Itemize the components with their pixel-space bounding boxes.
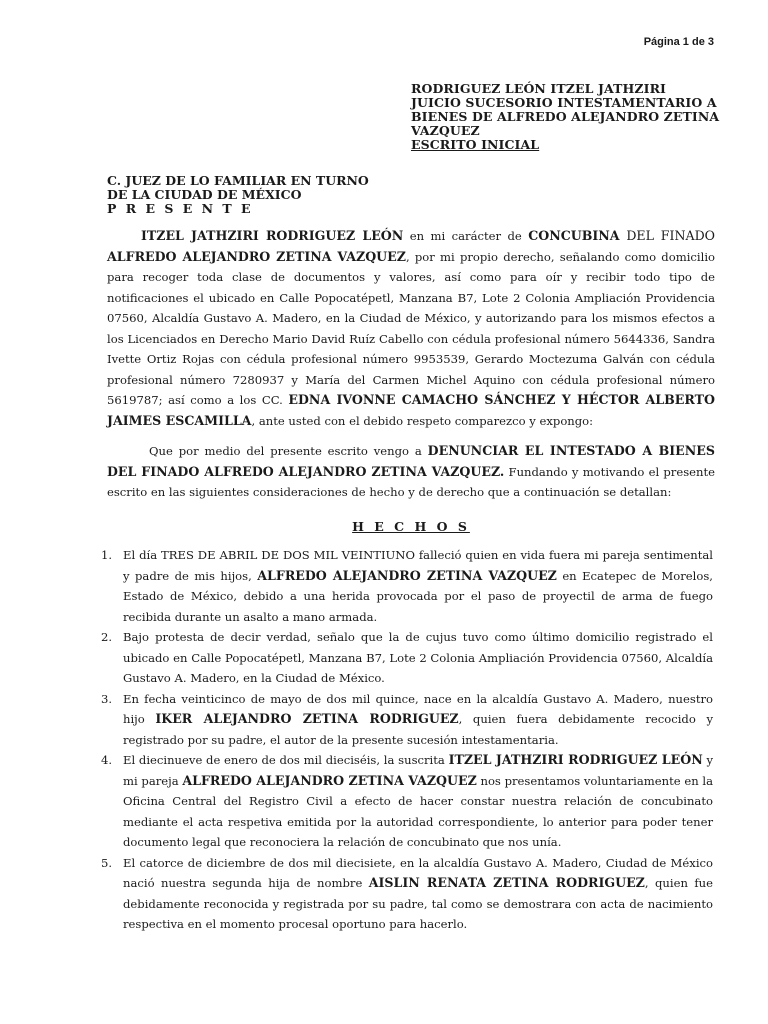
list-item: 3. En fecha veinticinco de mayo de dos mil quince, nace en la alcaldía Gustavo A. Madero, nuestro hijo IKER ALEJANDRO ZETINA RODRIGUEZ, quien fuera debidamente recocido y registrado por su padre, el autor de la presente sucesión intestamentaria. bbox=[101, 691, 713, 747]
header-line: JUICIO SUCESORIO INTESTAMENTARIO A bbox=[411, 95, 717, 110]
list-item: 4. El diecinueve de enero de dos mil dieciséis, la suscrita ITZEL JATHZIRI RODRIGUEZ LEÓN y mi pareja ALFREDO ALEJANDRO ZETINA VAZQUEZ nos presentamos voluntariamente en la Oficina Central del Registro Civil a efecto de hacer constar nuestra relación de concubinato mediante el acta respetiva emitida por la autoridad correspondiente, lo anterior para poder tener documento legal que reconociera la relación de concubinato que nos unía. bbox=[101, 752, 713, 849]
addressee-block bbox=[107, 174, 407, 216]
hechos-heading: H E C H O S bbox=[352, 518, 470, 534]
header-line: RODRIGUEZ LEÓN ITZEL JATHZIRI bbox=[411, 81, 667, 96]
document-body bbox=[101, 226, 716, 935]
list-item: 2. Bajo protesta de decir verdad, señalo que la de cujus tuvo como último domicilio registrado el ubicado en Calle Popocatépetl, Manzana B7, Lote 2 Colonia Ampliación Providencia 07560, Alcaldía Gustavo A. Madero, en la Ciudad de México. bbox=[101, 630, 713, 685]
hechos-list bbox=[101, 545, 713, 935]
header-line: BIENES DE ALFREDO ALEJANDRO ZETINA bbox=[411, 109, 720, 124]
petitioner-role: CONCUBINA bbox=[528, 228, 620, 243]
addressee-presente: P R E S E N T E bbox=[107, 201, 254, 216]
addressee-line: DE LA CIUDAD DE MÉXICO bbox=[107, 187, 302, 202]
denuncia-statement: DENUNCIAR EL INTESTADO A BIENES DEL FINADO ALFREDO ALEJANDRO ZETINA VAZQUEZ. bbox=[107, 443, 715, 479]
case-header bbox=[411, 82, 741, 152]
intro-paragraph: ITZEL JATHZIRI RODRIGUEZ LEÓN en mi carácter de CONCUBINA DEL FINADO ALFREDO ALEJANDRO ZETINA VAZQUEZ, por mi propio derecho, señalando como domicilio para recoger toda clase de documentos y valores, así como para oír y recibir todo tipo de notificaciones el ubicado en Calle Popocatépetl, Manzana B7, Lote 2 Colonia Ampliación Providencia 07560, Alcaldía Gustavo A. Madero, en la Ciudad de México, y autorizando para los mismos efectos a los Licenciados en Derecho Mario David Ruíz Cabello con cédula profesional número 5644336, Sandra Ivette Ortiz Rojas con cédula profesional número 9953539, Gerardo Moctezuma Galván con cédula profesional número 7280937 y María del Carmen Michel Aquino con cédula profesional número 5619787; así como a los CC. EDNA IVONNE CAMACHO SÁNCHEZ Y HÉCTOR ALBERTO JAIMES ESCAMILLA, ante usted con el debido respeto comparezco y expongo: bbox=[107, 228, 716, 428]
addressee-line: C. JUEZ DE LO FAMILIAR EN TURNO bbox=[107, 173, 369, 188]
document-type: ESCRITO INICIAL bbox=[411, 137, 540, 152]
petitioner-name: ITZEL JATHZIRI RODRIGUEZ LEÓN bbox=[141, 228, 404, 243]
header-line: VAZQUEZ bbox=[411, 123, 480, 138]
authorized-persons: EDNA IVONNE CAMACHO SÁNCHEZ Y HÉCTOR ALBERTO JAIMES ESCAMILLA bbox=[107, 392, 715, 428]
page-number: Página 1 de 3 bbox=[643, 36, 714, 48]
list-item: 1. El día TRES DE ABRIL DE DOS MIL VEINTIUNO falleció quien en vida fuera mi pareja sentimental y padre de mis hijos, ALFREDO ALEJANDRO ZETINA VAZQUEZ en Ecatepec de Morelos, Estado de México, debido a una herida provocada por el paso de proyectil de arma de fuego recibida durante un asalto a mano armada. bbox=[101, 548, 713, 624]
list-item: 5. El catorce de diciembre de dos mil diecisiete, en la alcaldía Gustavo A. Madero, Ciudad de México nació nuestra segunda hija de nombre AISLIN RENATA ZETINA RODRIGUEZ, quien fue debidamente reconocida y registrada por su padre, tal como se demostrara con acta de nacimiento respectiva en el momento procesal oportuno para hacerlo. bbox=[101, 855, 713, 931]
denuncia-paragraph: Que por medio del presente escrito vengo a DENUNCIAR EL INTESTADO A BIENES DEL FINADO ALFREDO ALEJANDRO ZETINA VAZQUEZ. Fundando y motivando el presente escrito en las siguientes consideraciones de hecho y de derecho que a continuación se detallan: bbox=[107, 443, 715, 499]
deceased-name: ALFREDO ALEJANDRO ZETINA VAZQUEZ bbox=[107, 248, 406, 264]
